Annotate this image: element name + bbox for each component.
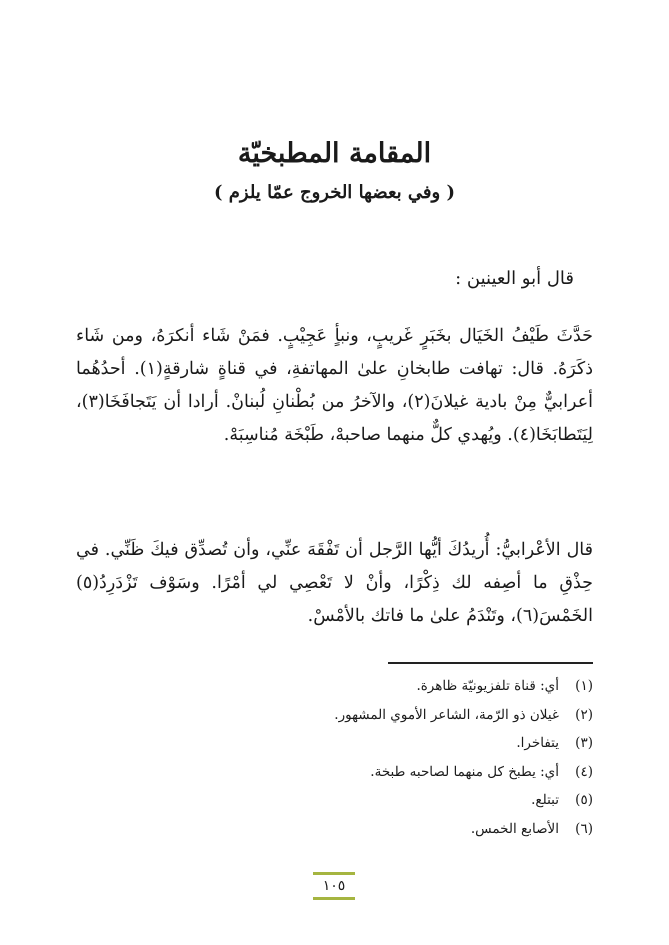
footnote-text: غيلان ذو الرّمة، الشاعر الأموي المشهور. (334, 706, 559, 723)
footnote-text: يتفاخرا. (516, 735, 559, 752)
footnote-text: تبتلع. (531, 792, 559, 809)
maqama-title: المقامة المطبخيّة (237, 138, 432, 169)
footnote-number: (٣) (575, 735, 593, 752)
body-paragraph: حَدَّثَ طَيْفُ الخَيَال بخَبَرٍ غَريبٍ، ونبأٍ عَجِيْبٍ. فمَنْ شَاء أنكرَهُ، ومن شَاء ذكَرَهُ. قال: تهافت طابخانِ علىٰ المهاتفةِ، في قناةٍ شارقةٍ(١). أحدُهُما أعرابيٌّ مِنْ بادية غيلانَ(٢)، والآخرُ من بُطْنانِ لُبنانْ. أرادا أن يَتَجافَخَا(٣)، لِيَتَطابَخَا(٤). ويُهدي كلٌّ منهما صاحبهْ، طَبْخَة مُناسِبَهْ. (76, 326, 594, 445)
page-number: ١٠٥ (313, 872, 355, 900)
footnote-item (76, 815, 593, 844)
maqama-subtitle: ( وفي بعضها الخروج عمّا يلزم ) (213, 182, 456, 203)
footnote-item (76, 701, 593, 730)
footnote-item (76, 758, 593, 787)
body-paragraph: قال الأعْرابيُّ: أُريدُكَ أيُّها الرَّجل أن تَفْقَهَ عنِّي، وأن تُصدِّق فيكَ ظَنِّي. في حِذْقِ ما أصِفه لك ذِكْرًا، وأنْ لا تَعْصِي لي أمْرًا. وسَوْف تَزْدَرِدُ(٥) الخَمْسَ(٦)، وتَنْدَمُ علىٰ ما فاتك بالأمْسْ. (76, 540, 593, 626)
footnote-item (76, 786, 593, 815)
footnote-divider (388, 662, 593, 664)
footnotes-list (76, 672, 593, 844)
footnote-number: (٦) (575, 820, 593, 837)
footnote-number: (١) (575, 678, 593, 694)
footnote-number: (٢) (575, 706, 593, 723)
footnote-text: أي: قناة تلفزيونيّة ظاهرة. (416, 678, 559, 694)
footnote-text: أي: يطبخ كل منهما لصاحبه طبخة. (370, 763, 559, 780)
speaker-line: قال أبو العينين : (455, 268, 574, 289)
footnote-item (76, 672, 593, 701)
footnote-item (76, 729, 593, 758)
footnote-number: (٤) (575, 763, 593, 780)
footnote-text: الأصابع الخمس. (470, 820, 559, 837)
footnote-number: (٥) (575, 792, 593, 809)
